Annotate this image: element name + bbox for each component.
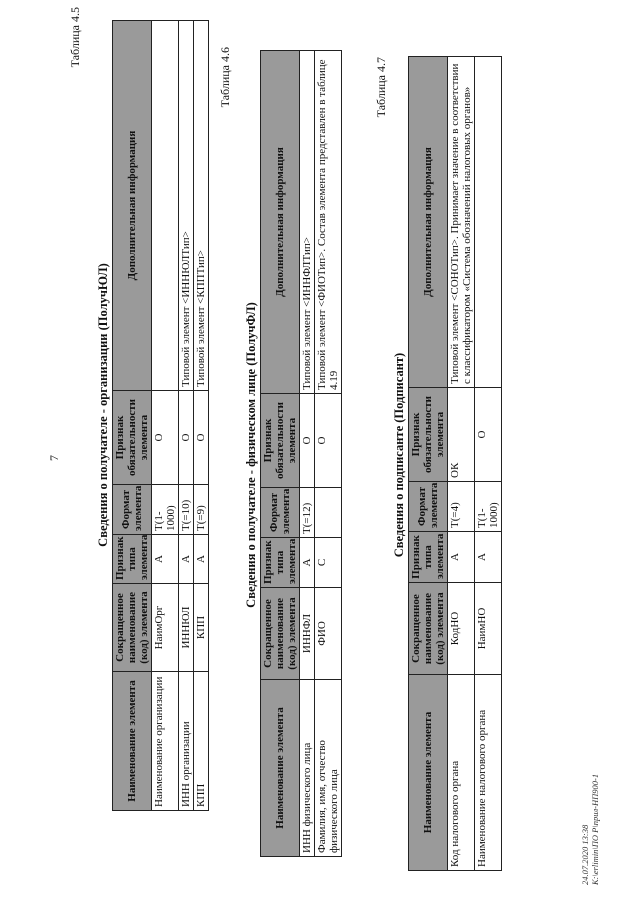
header-code: Сокращенное наименование (код) элемента [261, 588, 300, 680]
header-name: Наименование элемента [113, 672, 152, 811]
table-4-6-title: Сведения о получателе - физическом лице (ПолучФЛ) [244, 302, 258, 608]
header-name: Наименование элемента [261, 680, 300, 857]
page-number: 7 [47, 455, 61, 461]
cell-format: T(=4) [448, 482, 475, 532]
cell-type: С [315, 538, 342, 588]
cell-type: А [194, 535, 209, 584]
table-row [448, 57, 475, 871]
footer-stamp [580, 774, 600, 885]
header-info: Дополнительная информация [409, 57, 448, 388]
table-row [194, 21, 209, 811]
cell-format: T(1-1000) [152, 485, 179, 535]
cell-name: ИНН физического лица [300, 680, 315, 857]
header-required: Признак обязательности элемента [261, 394, 300, 488]
cell-code: ИННФЛ [300, 588, 315, 680]
cell-type: А [300, 538, 315, 588]
table-row [315, 51, 342, 857]
table-4-7-title: Сведения о подписанте (Подписант) [392, 352, 406, 558]
table-row [300, 51, 315, 857]
cell-format: T(=10) [179, 485, 194, 535]
header-format: Формат элемента [261, 488, 300, 538]
cell-format [315, 488, 342, 538]
cell-code: КПП [194, 584, 209, 672]
cell-type: А [179, 535, 194, 584]
cell-required: О [300, 394, 315, 488]
table-4-7-label: Таблица 4.7 [374, 57, 388, 118]
table-4-5 [112, 20, 209, 811]
header-code: Сокращенное наименование (код) элемента [409, 583, 448, 675]
cell-info: Типовой элемент <КППТип> [194, 21, 209, 391]
cell-required: О [194, 391, 209, 485]
header-type: Признак типа элемента [409, 532, 448, 583]
table-4-6 [260, 50, 342, 857]
cell-name: КПП [194, 672, 209, 811]
table-header-row [261, 51, 300, 857]
cell-code: ИННЮЛ [179, 584, 194, 672]
header-name: Наименование элемента [409, 675, 448, 871]
cell-format: T(1-1000) [475, 482, 502, 532]
cell-required: ОК [448, 388, 475, 482]
cell-required: О [179, 391, 194, 485]
cell-info: Типовой элемент <ФИОТип>. Состав элемента представлен в таблице 4.19 [315, 51, 342, 394]
cell-code: НаимНО [475, 583, 502, 675]
cell-required: О [315, 394, 342, 488]
header-required: Признак обязательности элемента [409, 388, 448, 482]
cell-required: О [152, 391, 179, 485]
header-info: Дополнительная информация [261, 51, 300, 394]
cell-name: Код налогового органа [448, 675, 475, 871]
cell-format: T(=12) [300, 488, 315, 538]
table-header-row [409, 57, 448, 871]
cell-required: О [475, 388, 502, 482]
table-header-row [113, 21, 152, 811]
table-4-5-label: Таблица 4.5 [68, 7, 82, 68]
cell-type: А [448, 532, 475, 583]
footer-timestamp: 24.07.2020 13:38 [580, 824, 590, 885]
header-code: Сокращенное наименование (код) элемента [113, 584, 152, 672]
footer-file-path: К:\erlimin\ПО Р\прил-НП900-1 [590, 773, 600, 885]
cell-name: Фамилия, имя, отчество физического лица [315, 680, 342, 857]
cell-name: Наименование налогового органа [475, 675, 502, 871]
cell-format: T(=9) [194, 485, 209, 535]
header-format: Формат элемента [409, 482, 448, 532]
cell-name: ИНН организации [179, 672, 194, 811]
header-required: Признак обязательности элемента [113, 391, 152, 485]
header-info: Дополнительная информация [113, 21, 152, 391]
header-type: Признак типа элемента [113, 535, 152, 584]
table-row [475, 57, 502, 871]
cell-code: КодНО [448, 583, 475, 675]
cell-code: НаимОрг [152, 584, 179, 672]
header-format: Формат элемента [113, 485, 152, 535]
cell-info: Типовой элемент <ИННФЛТип> [300, 51, 315, 394]
cell-info: Типовой элемент <СОНОТип>. Принимает значение в соответствии с классификатором «Система обозначений налоговых органов» [448, 57, 475, 388]
cell-info: Типовой элемент <ИННЮЛТип> [179, 21, 194, 391]
cell-type: А [152, 535, 179, 584]
table-4-6-label: Таблица 4.6 [218, 47, 232, 108]
table-4-7 [408, 56, 502, 871]
table-row [152, 21, 179, 811]
cell-info [475, 57, 502, 388]
table-4-5-title: Сведения о получателе - организации (ПолучЮЛ) [96, 263, 110, 547]
cell-type: А [475, 532, 502, 583]
cell-code: ФИО [315, 588, 342, 680]
cell-name: Наименование организации [152, 672, 179, 811]
cell-info [152, 21, 179, 391]
table-row [179, 21, 194, 811]
header-type: Признак типа элемента [261, 538, 300, 588]
